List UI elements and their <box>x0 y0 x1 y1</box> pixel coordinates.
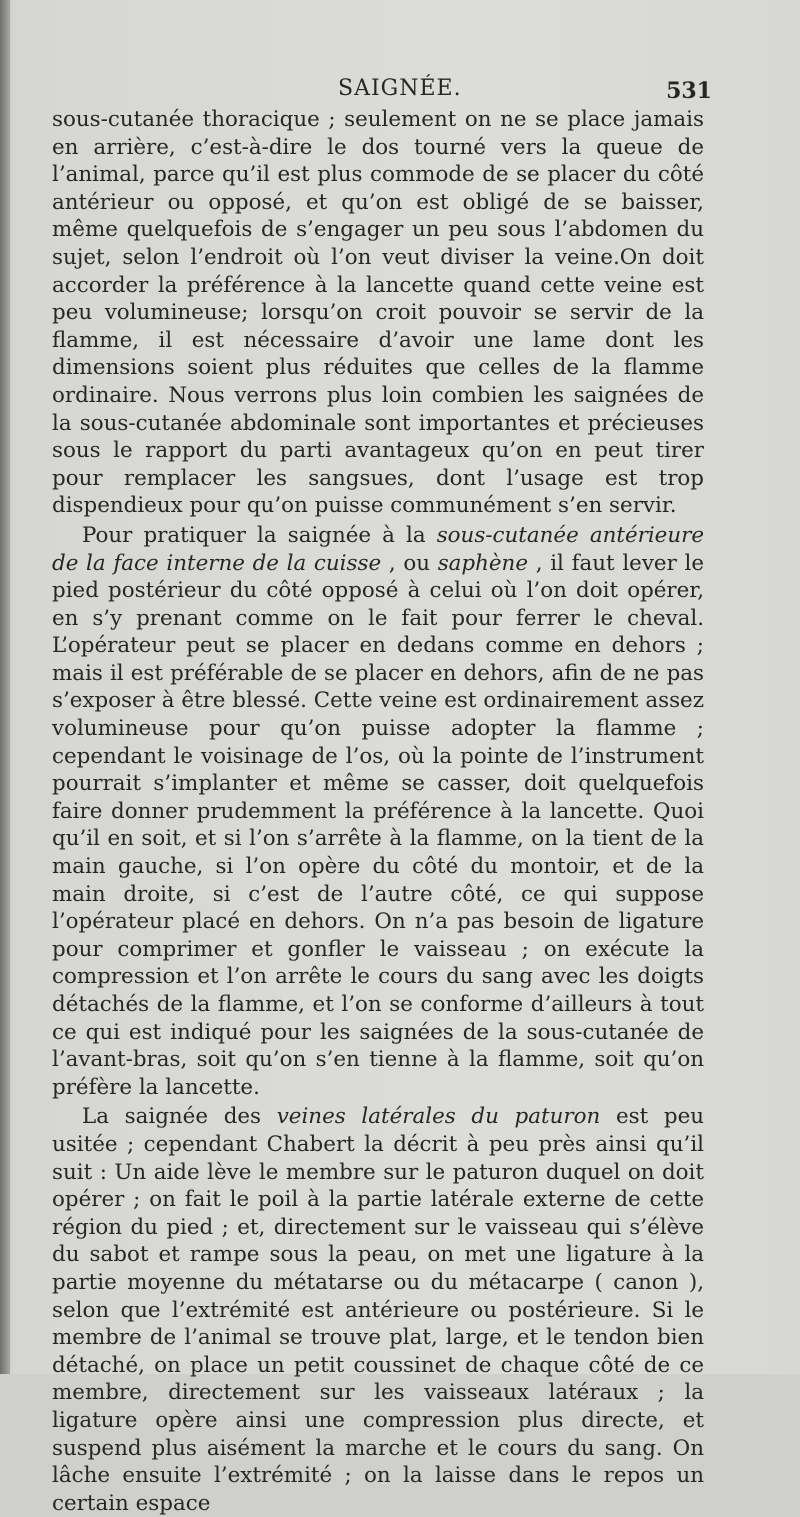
paragraph-3-text-a: La saignée des <box>82 1104 277 1130</box>
paragraph-2-text-c: , il faut lever le pied postérieur du côté opposé à celui où l’on doit opérer, en s’y prenant comme on le fait pour ferrer le cheval. L’opérateur peut se placer en dedans comme en dehors ; mais il est préférable de se placer en dehors, afin de ne pas s’exposer à être blessé. Cette veine est ordinairement assez volumineuse pour qu’on puisse adopter la flamme ; cependant le voisinage de l’os, où la pointe de l’instrument pourrait s’implanter et même se casser, doit quelquefois faire donner prudemment la préférence à la lancette. Quoi qu’il en soit, et si l’on s’arrête à la flamme, on la tient de la main gauche, si l’on opère du côté du montoir, et de la main droite, si c’est de l’autre côté, ce qui suppose l’opérateur placé en dehors. On n’a pas besoin de ligature pour comprimer et gonfler le vaisseau ; on exécute la compression et l’on arrête le cours du sang avec les doigts détachés de la flamme, et l’on se conforme d’ailleurs à tout ce qui est indiqué pour les saignées de la sous-cutanée de l’avant-bras, soit qu’on s’en tienne à la flamme, soit qu’on préfère la lancette. <box>52 550 704 1100</box>
paragraph-3-italic-veins: veines latérales du paturon <box>276 1104 601 1130</box>
paragraph-2-italic-saphene: saphène <box>437 550 528 576</box>
paragraph-2-text-a: Pour pratiquer la saignée à la <box>82 522 437 548</box>
book-spine-shadow <box>0 0 10 1374</box>
body-text <box>52 106 704 1517</box>
running-title: SAIGNÉE. <box>338 76 462 101</box>
paragraph-3 <box>52 1103 704 1517</box>
paragraph-2-italic-vein: sous-cutanée antérieure de la face interne de la cuisse <box>52 522 704 576</box>
paragraph-1 <box>52 106 704 520</box>
paragraph-3-text-b: est peu usitée ; cependant Chabert la décrit à peu près ainsi qu’il suit : Un aide lève le membre sur le paturon duquel on doit opérer ; on fait le poil à la partie latérale externe de cette région du pied ; et, directement sur le vaisseau qui s’élève du sabot et rampe sous la peau, on met une ligature à la partie moyenne du métatarse ou du métacarpe ( canon ), selon que l’extrémité est antérieure ou postérieure. Si le membre de l’animal se trouve plat, large, et le tendon bien détaché, on place un petit coussinet de chaque côté de ce membre, directement sur les vaisseaux latéraux ; la ligature opère ainsi une compression plus directe, et suspend plus aisément la marche et le cours du sang. On lâche ensuite l’extrémité ; on la laisse dans le repos un certain espace <box>52 1104 705 1516</box>
paragraph-2 <box>52 522 704 1101</box>
paragraph-2-text-b: , ou <box>381 550 438 576</box>
page-number: 531 <box>666 78 712 104</box>
running-head <box>52 72 712 106</box>
paragraph-1-text: sous-cutanée thoracique ; seulement on ne se place jamais en arrière, c’est-à-dire le dos tourné vers la queue de l’animal, parce qu’il est plus commode de se placer du côté antérieur ou opposé, et qu’on est obligé de se baisser, même quelquefois de s’engager un peu sous l’abdomen du sujet, selon l’endroit où l’on veut diviser la veine.On doit accorder la préférence à la lancette quand cette veine est peu volumineuse; lorsqu’on croit pouvoir se servir de la flamme, il est nécessaire d’avoir une lame dont les dimensions soient plus réduites que celles de la flamme ordinaire. Nous verrons plus loin combien les saignées de la sous-cutanée abdominale sont importantes et précieuses sous le rapport du parti avantageux qu’on en peut tirer pour remplacer les sangsues, dont l’usage est trop dispendieux pour qu’on puisse communément s’en servir. <box>52 107 704 519</box>
